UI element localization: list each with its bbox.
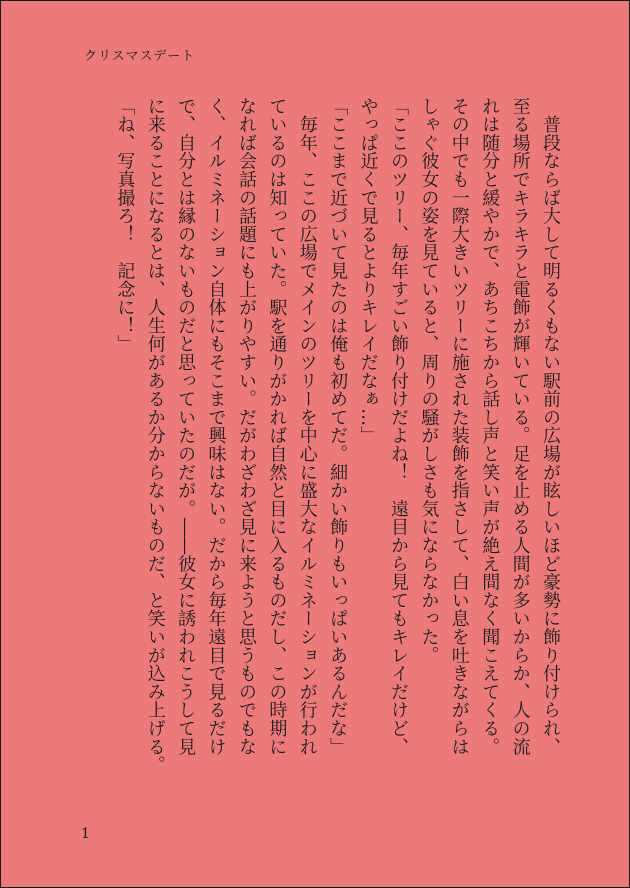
text-line: 「ね、写真撮ろ！ 記念に！」 — [114, 97, 136, 354]
body-text — [73, 97, 565, 817]
text-line: 毎年、ここの広場でメインのツリーを中心に盛大なイルミネーションが行われ — [296, 97, 318, 756]
text-line: 「ここまで近づいて見たのは俺も初めてだ。細かい飾りもいっぱいあるんだな」 — [327, 97, 349, 756]
text-line: 普段ならば大して明るくもない駅前の広場が眩しいほど豪勢に飾り付けられ、 — [540, 97, 561, 756]
text-line: で、自分とは縁のないものだと思っていたのだが。――彼女に誘われこうして見 — [175, 97, 197, 756]
text-line: やっぱ近くで見るとよりキレイだなぁ…」 — [357, 97, 379, 445]
text-line: く、イルミネーション自体にもそこまで興味はない。だから毎年遠目で見るだけ — [205, 97, 227, 756]
text-line: なれば会話の話題にも上がりやすい。だがわざわざ見に来ようと思うものでもな — [235, 97, 257, 756]
text-line: ているのは知っていた。駅を通りがかれば自然と目に入るものだし、この時期に — [266, 97, 288, 756]
text-line: に来ることになるとは、人生何があるか分からないものだ、と笑いが込み上げる。 — [144, 97, 166, 775]
text-line: れは随分と緩やかで、あちこちから話し声と笑い声が絶え間なく聞こえてくる。 — [479, 97, 501, 756]
text-line: その中でも一際大きいツリーに施された装飾を指さして、白い息を吐きながらは — [448, 97, 470, 756]
document-title: クリスマスデート — [84, 49, 196, 64]
page-number: 1 — [81, 826, 90, 842]
text-line: 「ここのツリー、毎年すごい飾り付けだよね！ 遠目から見てもキレイだけど、 — [387, 97, 409, 756]
text-line: 至る場所でキラキラと電飾が輝いている。足を止める人間が多いからか、人の流 — [509, 97, 531, 756]
text-line: しゃぐ彼女の姿を見ていると、周りの騒がしさも気にならなかった。 — [418, 97, 440, 665]
